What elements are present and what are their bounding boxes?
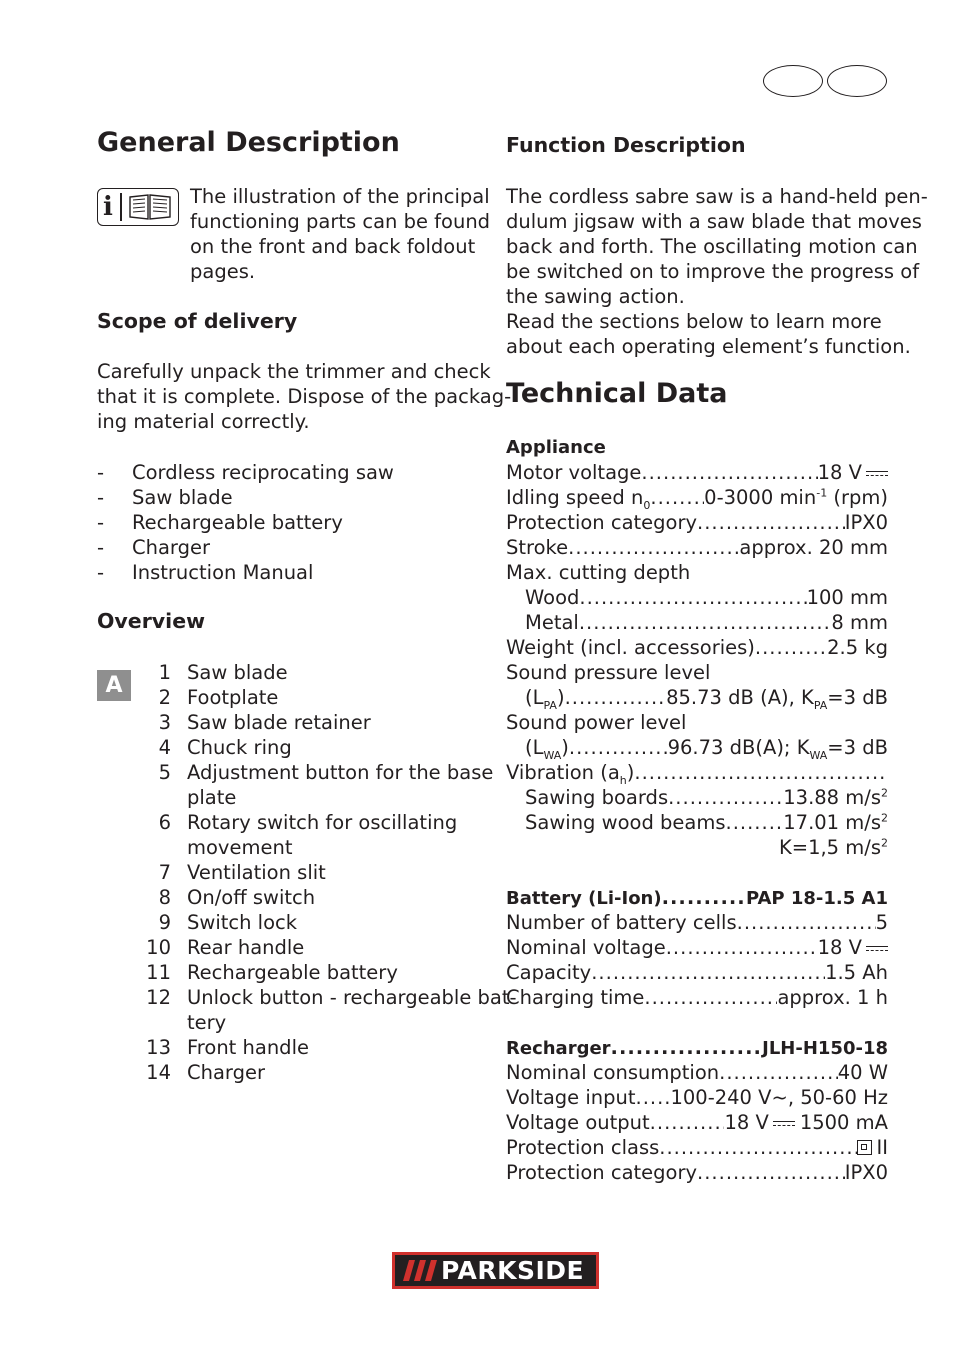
list-item: 14 Charger (146, 1061, 265, 1084)
dc-symbol-icon (866, 469, 888, 479)
brand-name: PARKSIDE (441, 1256, 585, 1285)
list-item: 8 On/off switch (158, 886, 316, 909)
list-item: - Rechargeable battery (97, 511, 343, 534)
language-badge (763, 65, 823, 97)
spec-row: Weight (incl. accessories) ..... 2.5 kg (506, 635, 888, 660)
spec-row: $(L_{PA})$ ..... 85.73 dB (A), $K_{PA}=3$ dB (506, 685, 888, 710)
list-item: - Cordless reciprocating saw (97, 461, 394, 484)
spec-row: Charging time ..... approx. 1 h (506, 985, 888, 1010)
list-item: - Saw blade (97, 486, 233, 509)
list-item: 9 Switch lock (158, 911, 298, 934)
list-item: 7 Ventilation slit (158, 861, 326, 884)
spec-row: K=1,5 $m/s^2$ (778, 836, 888, 859)
list-item: 1 Saw blade (158, 661, 288, 684)
list-item: 3 Saw blade retainer (158, 711, 371, 734)
protection-class-ii-icon (857, 1140, 872, 1155)
appliance-heading: Appliance (506, 437, 606, 458)
spec-row: Motor voltage ..... 18 V (506, 460, 888, 485)
logo-slashes-icon (395, 1255, 439, 1286)
list-item: - Instruction Manual (97, 561, 314, 584)
figure-a-badge: A (97, 670, 131, 701)
function-text: The cordless sabre saw is a hand-held pen- dulum jigsaw with a saw blade that moves back and forth. The oscillating motion can be switched on to improve the progress of the sawing action. Read the sections below to learn more about each operating element’s function. (506, 185, 928, 358)
battery-specs (506, 885, 888, 1010)
spec-row: Vibration $(a_h)$ ..... (506, 760, 888, 785)
foldout-pages-icon (128, 194, 172, 220)
dc-symbol-icon (866, 944, 888, 954)
general-description-heading: General Description (97, 127, 400, 158)
list-item: - Charger (97, 536, 210, 559)
intro-text: The illustration of the principal functioning parts can be found on the front and back foldout pages. (190, 185, 491, 283)
language-badges (763, 65, 889, 99)
spec-row: $(L_{WA})$ ..... 96.73 dB(A); $K_{WA}=3$ dB (506, 735, 888, 760)
list-item: 4 Chuck ring (158, 736, 292, 759)
spec-row: Idling speed $n_0$ ..... 0-3000 $\min^{-1} (rpm)$ (506, 485, 888, 510)
info-i-icon: i (103, 192, 113, 222)
appliance-specs (506, 435, 888, 860)
spec-row: Stroke ..... approx. 20 mm (506, 535, 888, 560)
spec-row: Protection category ..... IPX0 (506, 1160, 888, 1185)
list-item: 5 Adjustment button for the base plate (158, 761, 494, 809)
spec-row: Wood ..... 100 mm (506, 585, 888, 610)
list-item: 12 Unlock button - rechargeable bat- tery (146, 986, 517, 1034)
language-badge (827, 65, 887, 97)
spec-row: Number of battery cells ..... 5 (506, 910, 888, 935)
list-item: 13 Front handle (146, 1036, 309, 1059)
recharger-heading: Recharger ..... JLH-H150-18 (506, 1035, 888, 1060)
parkside-logo (392, 1252, 599, 1289)
spec-row: Metal ..... 8 mm (506, 610, 888, 635)
delivery-list (97, 460, 487, 585)
spec-row: Voltage output ..... 18 V 1500 mA (506, 1110, 888, 1135)
spec-row: Protection category ..... IPX0 (506, 510, 888, 535)
overview-list (97, 660, 517, 1085)
recharger-specs (506, 1035, 888, 1185)
dc-symbol-icon (773, 1119, 795, 1129)
spec-row: Voltage input ..... 100-240 V~, 50-60 Hz (506, 1085, 888, 1110)
spec-row: Nominal consumption ..... 40 W (506, 1060, 888, 1085)
list-item: 2 Footplate (158, 686, 279, 709)
spec-row: Protection class ..... II (506, 1135, 888, 1160)
spec-row: Sound pressure level (506, 661, 711, 684)
spec-row: Sawing wood beams ..... 17.01 $m/s^2$ (506, 810, 888, 835)
spec-row: Sound power level (506, 711, 687, 734)
overview-heading: Overview (97, 609, 206, 633)
function-description-heading: Function Description (506, 133, 746, 157)
spec-row: Capacity ..... 1.5 Ah (506, 960, 888, 985)
spec-row: Max. cutting depth (506, 561, 691, 584)
list-item: 11 Rechargeable battery (146, 961, 398, 984)
scope-of-delivery-heading: Scope of delivery (97, 309, 298, 333)
info-book-icon (97, 188, 179, 226)
list-item: 6 Rotary switch for oscillating movement (158, 811, 458, 859)
spec-row: Sawing boards ..... 13.88 $m/s^2$ (506, 785, 888, 810)
technical-data-heading: Technical Data (506, 378, 728, 409)
list-item: 10 Rear handle (146, 936, 305, 959)
scope-text: Carefully unpack the trimmer and check that it is complete. Dispose of the packag- ing material correctly. (97, 360, 512, 433)
spec-row: Nominal voltage ..... 18 V (506, 935, 888, 960)
battery-heading: Battery (Li-Ion) ..... PAP 18-1.5 A1 (506, 885, 888, 910)
